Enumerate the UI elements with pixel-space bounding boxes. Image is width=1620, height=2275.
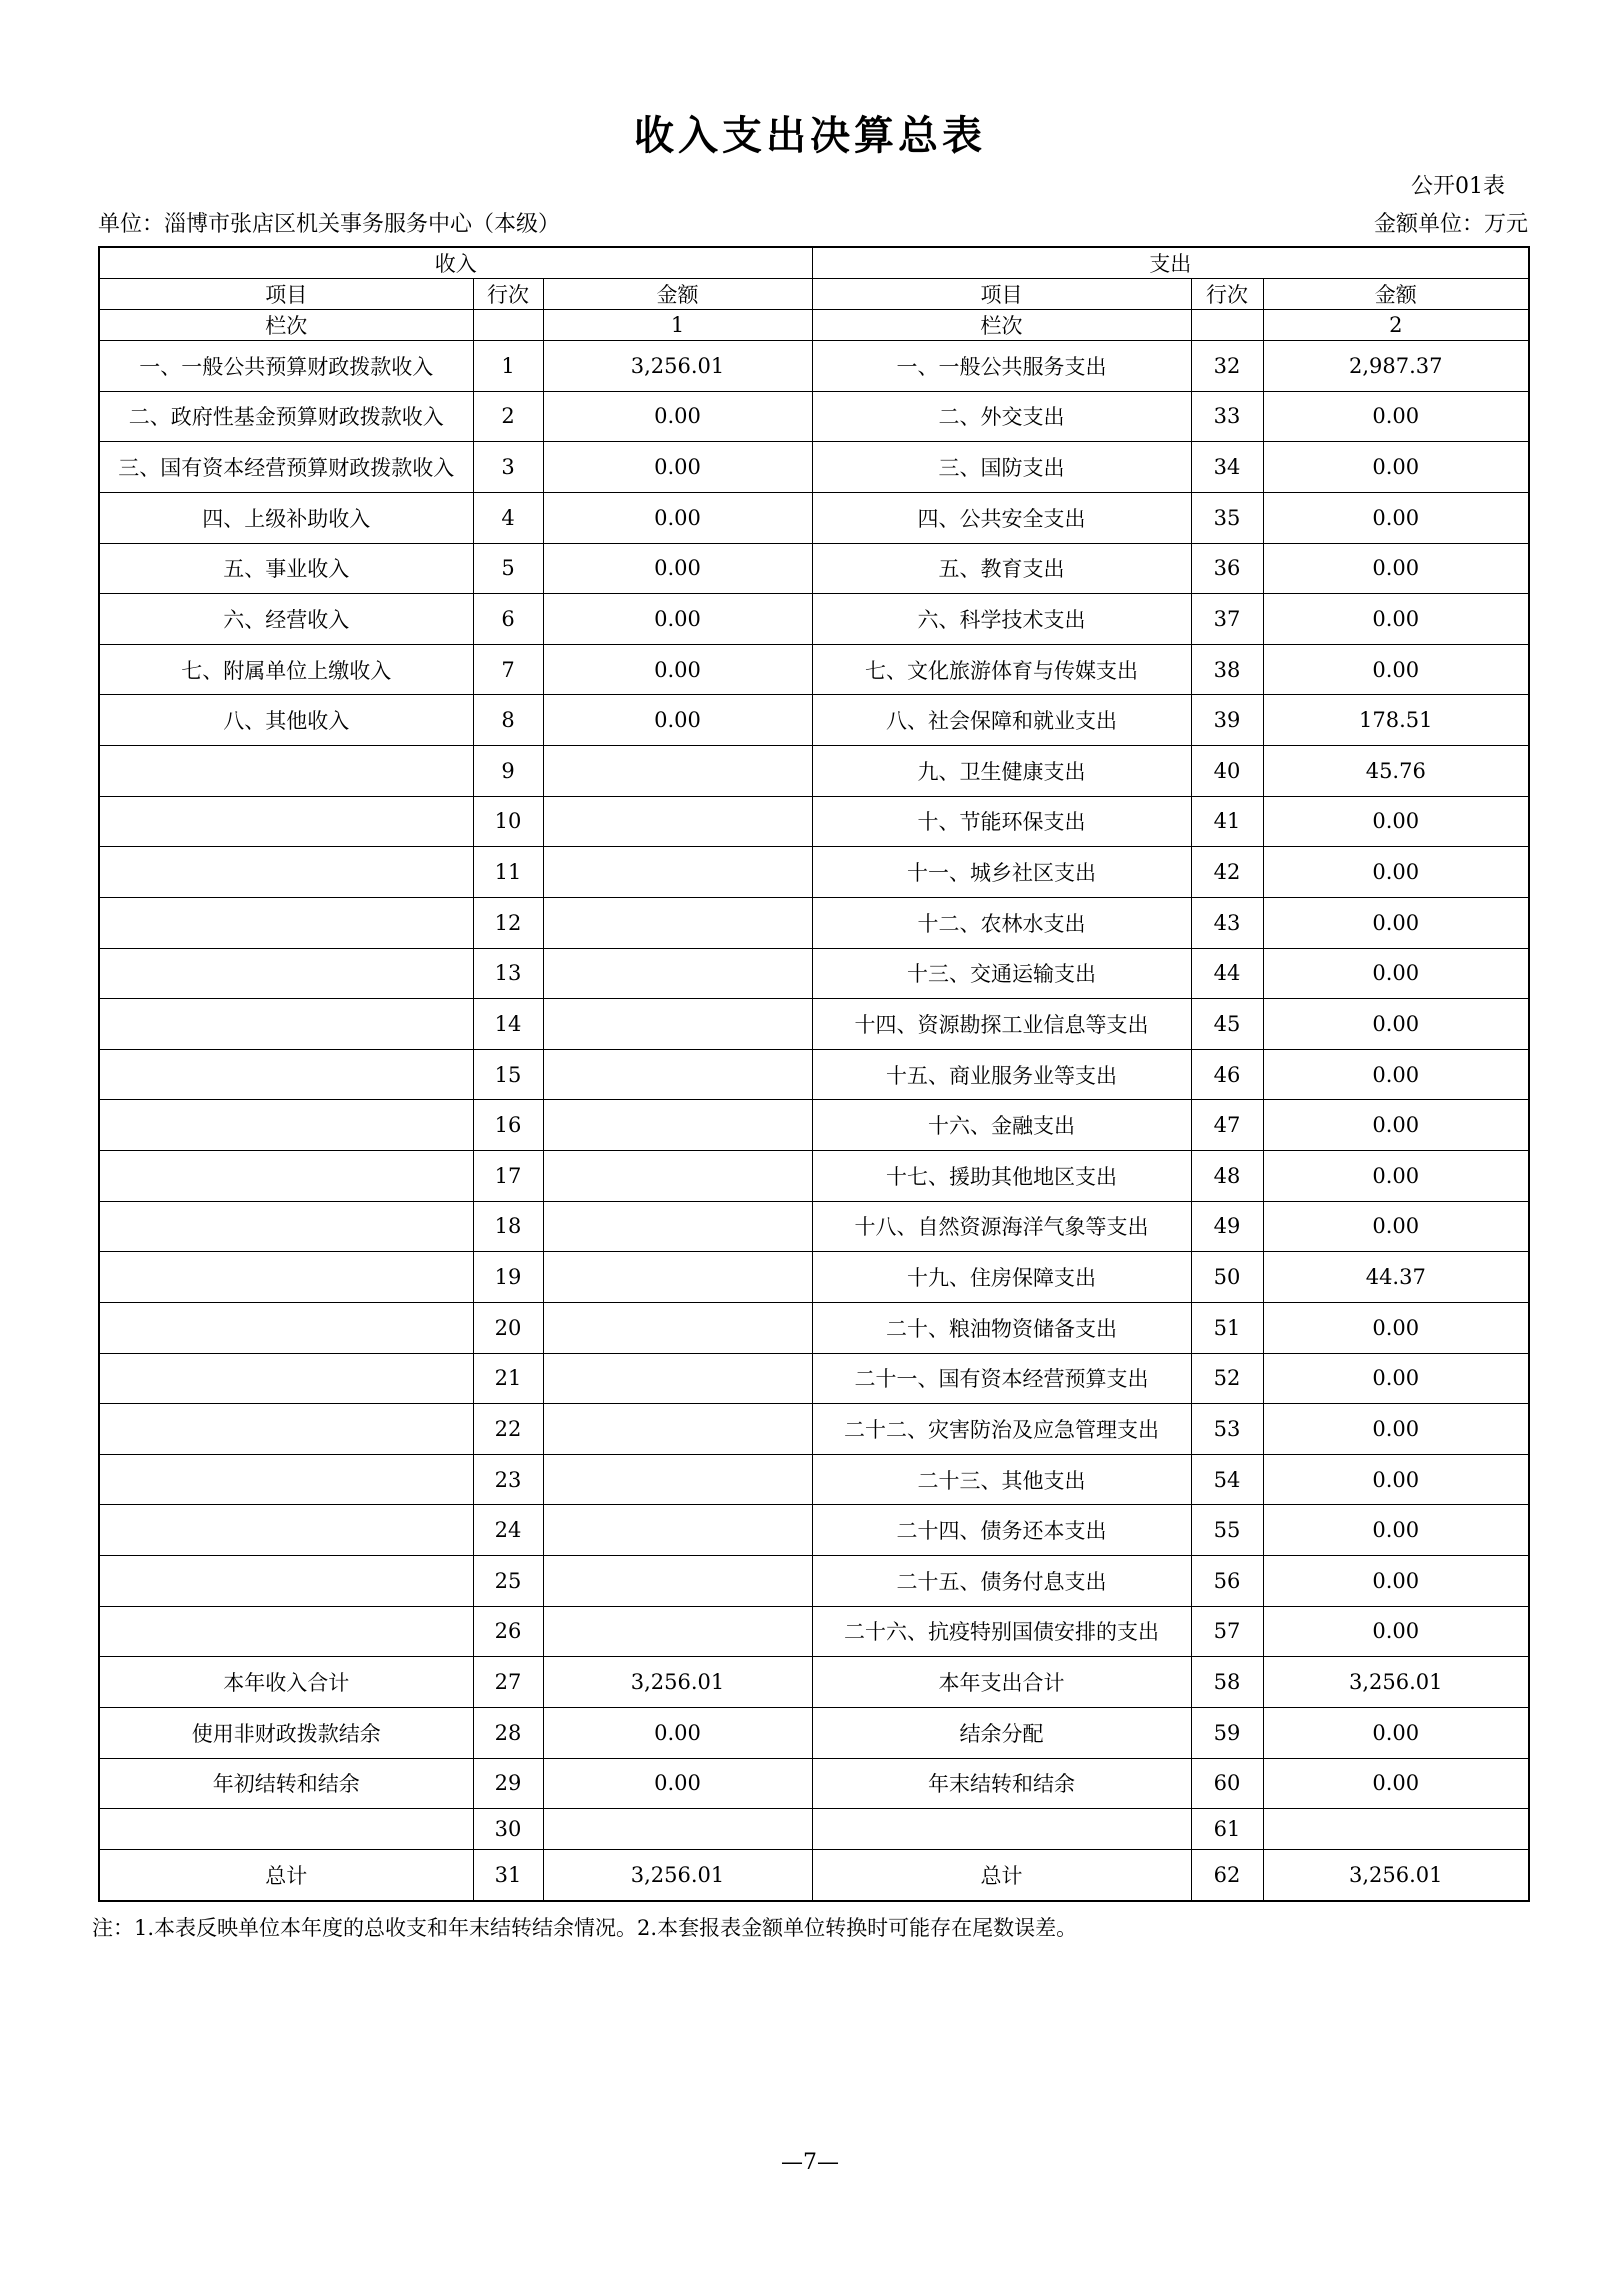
- expense-item-header: 项目: [812, 279, 1191, 310]
- unit-label: 单位：淄博市张店区机关事务服务中心（本级）: [98, 212, 561, 237]
- expense-item-cell: 三、国防支出: [812, 442, 1191, 493]
- income-amount-cell: [543, 1201, 812, 1252]
- income-item-cell: [99, 1100, 473, 1151]
- income-item-cell: 总计: [99, 1849, 473, 1901]
- expense-rowno-cell: 57: [1191, 1606, 1263, 1657]
- income-rowno-cell: 4: [473, 492, 543, 543]
- table-row: [99, 1556, 1529, 1607]
- expense-rowno-cell: 54: [1191, 1454, 1263, 1505]
- income-rowno-cell: 2: [473, 391, 543, 442]
- expense-amount-cell: 0.00: [1263, 1454, 1529, 1505]
- income-amount-cell: [543, 948, 812, 999]
- table-row: [99, 594, 1529, 645]
- table-row: [99, 1707, 1529, 1758]
- expense-amount-cell: 0.00: [1263, 1100, 1529, 1151]
- expense-item-cell: 十二、农林水支出: [812, 897, 1191, 948]
- expense-item-cell: 二十三、其他支出: [812, 1454, 1191, 1505]
- expense-rowno-cell: 40: [1191, 746, 1263, 797]
- income-rowno-cell: 18: [473, 1201, 543, 1252]
- expense-amount-cell: 0.00: [1263, 594, 1529, 645]
- table-row: [99, 897, 1529, 948]
- income-amount-cell: [543, 1404, 812, 1455]
- income-rowno-cell: 5: [473, 543, 543, 594]
- expense-item-cell: 十四、资源勘探工业信息等支出: [812, 999, 1191, 1050]
- expense-item-cell: 十八、自然资源海洋气象等支出: [812, 1201, 1191, 1252]
- expense-rowno-cell: 41: [1191, 796, 1263, 847]
- income-expense-summary-table: [98, 246, 1530, 1902]
- expense-rowno-cell: 36: [1191, 543, 1263, 594]
- expense-item-cell: 一、一般公共服务支出: [812, 341, 1191, 392]
- expense-rowno-cell: 34: [1191, 442, 1263, 493]
- expense-item-cell: 二、外交支出: [812, 391, 1191, 442]
- expense-lanci-empty: [1191, 310, 1263, 341]
- income-item-cell: 六、经营收入: [99, 594, 473, 645]
- income-amount-cell: [543, 1606, 812, 1657]
- income-rowno-header: 行次: [473, 279, 543, 310]
- income-amount-cell: 0.00: [543, 442, 812, 493]
- income-amount-cell: [543, 1556, 812, 1607]
- table-row: [99, 1404, 1529, 1455]
- income-rowno-cell: 16: [473, 1100, 543, 1151]
- table-row: [99, 1849, 1529, 1901]
- expense-rowno-cell: 35: [1191, 492, 1263, 543]
- income-lanci-empty: [473, 310, 543, 341]
- income-item-cell: [99, 746, 473, 797]
- income-item-cell: [99, 1353, 473, 1404]
- income-rowno-cell: 14: [473, 999, 543, 1050]
- expense-item-cell: 二十一、国有资本经营预算支出: [812, 1353, 1191, 1404]
- expense-rowno-header: 行次: [1191, 279, 1263, 310]
- expense-item-cell: 七、文化旅游体育与传媒支出: [812, 644, 1191, 695]
- expense-item-cell: 十六、金融支出: [812, 1100, 1191, 1151]
- expense-rowno-cell: 33: [1191, 391, 1263, 442]
- income-rowno-cell: 29: [473, 1758, 543, 1809]
- expense-item-cell: 结余分配: [812, 1707, 1191, 1758]
- expense-amount-cell: 0.00: [1263, 847, 1529, 898]
- expense-item-cell: 二十二、灾害防治及应急管理支出: [812, 1404, 1191, 1455]
- income-rowno-cell: 24: [473, 1505, 543, 1556]
- income-amount-cell: 0.00: [543, 543, 812, 594]
- income-item-cell: [99, 1556, 473, 1607]
- income-item-cell: 使用非财政拨款结余: [99, 1707, 473, 1758]
- expense-amount-cell: 0.00: [1263, 1556, 1529, 1607]
- income-rowno-cell: 1: [473, 341, 543, 392]
- income-rowno-cell: 20: [473, 1302, 543, 1353]
- income-rowno-cell: 9: [473, 746, 543, 797]
- expense-item-cell: 二十四、债务还本支出: [812, 1505, 1191, 1556]
- income-rowno-cell: 19: [473, 1252, 543, 1303]
- income-amount-cell: [543, 1353, 812, 1404]
- expense-amount-cell: 0.00: [1263, 1606, 1529, 1657]
- income-rowno-cell: 17: [473, 1151, 543, 1202]
- expense-amount-cell: 0.00: [1263, 897, 1529, 948]
- income-item-cell: [99, 1454, 473, 1505]
- expense-rowno-cell: 38: [1191, 644, 1263, 695]
- income-amount-cell: [543, 1454, 812, 1505]
- income-rowno-cell: 8: [473, 695, 543, 746]
- income-rowno-cell: 28: [473, 1707, 543, 1758]
- expense-rowno-cell: 44: [1191, 948, 1263, 999]
- income-rowno-cell: 6: [473, 594, 543, 645]
- expense-item-cell: 二十六、抗疫特别国债安排的支出: [812, 1606, 1191, 1657]
- table-row: [99, 1454, 1529, 1505]
- income-item-cell: [99, 1302, 473, 1353]
- expense-item-cell: 二十五、债务付息支出: [812, 1556, 1191, 1607]
- expense-item-cell: [812, 1809, 1191, 1850]
- expense-item-cell: 十七、援助其他地区支出: [812, 1151, 1191, 1202]
- income-amount-cell: [543, 999, 812, 1050]
- expense-column-number: 2: [1263, 310, 1529, 341]
- income-amount-cell: [543, 847, 812, 898]
- expense-amount-cell: 0.00: [1263, 1404, 1529, 1455]
- income-amount-header: 金额: [543, 279, 812, 310]
- expense-amount-cell: [1263, 1809, 1529, 1850]
- expense-amount-cell: 0.00: [1263, 1353, 1529, 1404]
- expense-rowno-cell: 55: [1191, 1505, 1263, 1556]
- expense-item-cell: 十三、交通运输支出: [812, 948, 1191, 999]
- table-row: [99, 847, 1529, 898]
- income-item-cell: 二、政府性基金预算财政拨款收入: [99, 391, 473, 442]
- expense-amount-cell: 178.51: [1263, 695, 1529, 746]
- income-section-header: 收入: [99, 247, 812, 279]
- expense-item-cell: 总计: [812, 1849, 1191, 1901]
- income-amount-cell: [543, 1151, 812, 1202]
- expense-rowno-cell: 49: [1191, 1201, 1263, 1252]
- expense-rowno-cell: 52: [1191, 1353, 1263, 1404]
- expense-amount-cell: 0.00: [1263, 1201, 1529, 1252]
- income-item-cell: [99, 897, 473, 948]
- income-rowno-cell: 31: [473, 1849, 543, 1901]
- income-item-cell: [99, 1252, 473, 1303]
- income-item-cell: [99, 1151, 473, 1202]
- income-item-cell: [99, 796, 473, 847]
- expense-amount-cell: 2,987.37: [1263, 341, 1529, 392]
- expense-rowno-cell: 61: [1191, 1809, 1263, 1850]
- income-amount-cell: 0.00: [543, 1707, 812, 1758]
- expense-rowno-cell: 43: [1191, 897, 1263, 948]
- expense-amount-cell: 0.00: [1263, 1302, 1529, 1353]
- expense-amount-header: 金额: [1263, 279, 1529, 310]
- income-item-cell: 本年收入合计: [99, 1657, 473, 1708]
- column-index-row: [99, 310, 1529, 341]
- table-row: [99, 1201, 1529, 1252]
- income-item-cell: [99, 1049, 473, 1100]
- expense-item-cell: 十九、住房保障支出: [812, 1252, 1191, 1303]
- income-item-cell: 三、国有资本经营预算财政拨款收入: [99, 442, 473, 493]
- expense-item-cell: 十、节能环保支出: [812, 796, 1191, 847]
- table-row: [99, 1758, 1529, 1809]
- income-item-cell: [99, 847, 473, 898]
- expense-rowno-cell: 45: [1191, 999, 1263, 1050]
- expense-rowno-cell: 50: [1191, 1252, 1263, 1303]
- table-row: [99, 492, 1529, 543]
- table-row: [99, 543, 1529, 594]
- income-rowno-cell: 15: [473, 1049, 543, 1100]
- expense-item-cell: 十五、商业服务业等支出: [812, 1049, 1191, 1100]
- expense-rowno-cell: 59: [1191, 1707, 1263, 1758]
- income-amount-cell: [543, 1252, 812, 1303]
- income-amount-cell: [543, 796, 812, 847]
- expense-amount-cell: 0.00: [1263, 391, 1529, 442]
- expense-rowno-cell: 48: [1191, 1151, 1263, 1202]
- income-item-cell: 年初结转和结余: [99, 1758, 473, 1809]
- income-item-cell: 五、事业收入: [99, 543, 473, 594]
- expense-item-cell: 年末结转和结余: [812, 1758, 1191, 1809]
- table-row: [99, 1606, 1529, 1657]
- expense-amount-cell: 0.00: [1263, 543, 1529, 594]
- income-item-cell: 七、附属单位上缴收入: [99, 644, 473, 695]
- expense-rowno-cell: 56: [1191, 1556, 1263, 1607]
- expense-amount-cell: 0.00: [1263, 796, 1529, 847]
- income-item-cell: [99, 1404, 473, 1455]
- income-rowno-cell: 7: [473, 644, 543, 695]
- expense-rowno-cell: 42: [1191, 847, 1263, 898]
- amount-unit-label: 金额单位：万元: [1373, 212, 1528, 237]
- income-rowno-cell: 23: [473, 1454, 543, 1505]
- expense-amount-cell: 3,256.01: [1263, 1657, 1529, 1708]
- income-item-cell: [99, 1201, 473, 1252]
- expense-amount-cell: 0.00: [1263, 1505, 1529, 1556]
- expense-item-cell: 六、科学技术支出: [812, 594, 1191, 645]
- income-rowno-cell: 10: [473, 796, 543, 847]
- expense-section-header: 支出: [812, 247, 1529, 279]
- table-row: [99, 1252, 1529, 1303]
- expense-rowno-cell: 47: [1191, 1100, 1263, 1151]
- expense-amount-cell: 0.00: [1263, 442, 1529, 493]
- expense-amount-cell: 0.00: [1263, 1151, 1529, 1202]
- income-item-cell: 四、上级补助收入: [99, 492, 473, 543]
- income-rowno-cell: 3: [473, 442, 543, 493]
- table-row: [99, 1151, 1529, 1202]
- table-row: [99, 1353, 1529, 1404]
- expense-rowno-cell: 46: [1191, 1049, 1263, 1100]
- table-row: [99, 695, 1529, 746]
- income-item-cell: 八、其他收入: [99, 695, 473, 746]
- table-row: [99, 1100, 1529, 1151]
- expense-amount-cell: 0.00: [1263, 492, 1529, 543]
- income-item-cell: [99, 1606, 473, 1657]
- table-row: [99, 796, 1529, 847]
- expense-item-cell: 八、社会保障和就业支出: [812, 695, 1191, 746]
- form-code: 公开01表: [1411, 174, 1505, 199]
- table-row: [99, 391, 1529, 442]
- income-amount-cell: [543, 1505, 812, 1556]
- income-rowno-cell: 21: [473, 1353, 543, 1404]
- expense-amount-cell: 0.00: [1263, 948, 1529, 999]
- table-row: [99, 1505, 1529, 1556]
- income-rowno-cell: 26: [473, 1606, 543, 1657]
- income-rowno-cell: 13: [473, 948, 543, 999]
- table-row: [99, 999, 1529, 1050]
- expense-rowno-cell: 62: [1191, 1849, 1263, 1901]
- expense-amount-cell: 0.00: [1263, 1049, 1529, 1100]
- meta-row: [98, 212, 1528, 238]
- income-amount-cell: [543, 1302, 812, 1353]
- expense-amount-cell: 0.00: [1263, 999, 1529, 1050]
- expense-amount-cell: 45.76: [1263, 746, 1529, 797]
- income-column-number: 1: [543, 310, 812, 341]
- income-item-cell: [99, 999, 473, 1050]
- table-row: [99, 746, 1529, 797]
- income-rowno-cell: 27: [473, 1657, 543, 1708]
- income-rowno-cell: 12: [473, 897, 543, 948]
- expense-item-cell: 二十、粮油物资储备支出: [812, 1302, 1191, 1353]
- income-rowno-cell: 30: [473, 1809, 543, 1850]
- table-row: [99, 1302, 1529, 1353]
- income-amount-cell: 0.00: [543, 492, 812, 543]
- column-header-row: [99, 279, 1529, 310]
- expense-amount-cell: 3,256.01: [1263, 1849, 1529, 1901]
- income-item-cell: [99, 948, 473, 999]
- income-amount-cell: [543, 1100, 812, 1151]
- income-amount-cell: 0.00: [543, 391, 812, 442]
- income-amount-cell: 3,256.01: [543, 1849, 812, 1901]
- table-row: [99, 948, 1529, 999]
- expense-amount-cell: 0.00: [1263, 644, 1529, 695]
- income-item-cell: [99, 1809, 473, 1850]
- expense-rowno-cell: 32: [1191, 341, 1263, 392]
- expense-lanci-label: 栏次: [812, 310, 1191, 341]
- income-rowno-cell: 25: [473, 1556, 543, 1607]
- expense-item-cell: 九、卫生健康支出: [812, 746, 1191, 797]
- expense-rowno-cell: 39: [1191, 695, 1263, 746]
- expense-rowno-cell: 37: [1191, 594, 1263, 645]
- expense-item-cell: 本年支出合计: [812, 1657, 1191, 1708]
- income-amount-cell: 3,256.01: [543, 341, 812, 392]
- income-item-header: 项目: [99, 279, 473, 310]
- section-header-row: [99, 247, 1529, 279]
- income-rowno-cell: 11: [473, 847, 543, 898]
- income-amount-cell: [543, 897, 812, 948]
- income-item-cell: [99, 1505, 473, 1556]
- income-amount-cell: 3,256.01: [543, 1657, 812, 1708]
- table-row: [99, 341, 1529, 392]
- table-body: [99, 341, 1529, 1902]
- expense-item-cell: 十一、城乡社区支出: [812, 847, 1191, 898]
- table-row: [99, 1049, 1529, 1100]
- footnote: 注：1.本表反映单位本年度的总收支和年末结转结余情况。2.本套报表金额单位转换时可能存在尾数误差。: [92, 1916, 1078, 1940]
- income-amount-cell: 0.00: [543, 695, 812, 746]
- income-amount-cell: [543, 1049, 812, 1100]
- expense-rowno-cell: 58: [1191, 1657, 1263, 1708]
- page-number: —7—: [781, 2150, 839, 2175]
- income-amount-cell: [543, 1809, 812, 1850]
- table-row: [99, 1809, 1529, 1850]
- income-rowno-cell: 22: [473, 1404, 543, 1455]
- expense-rowno-cell: 53: [1191, 1404, 1263, 1455]
- expense-amount-cell: 44.37: [1263, 1252, 1529, 1303]
- expense-rowno-cell: 60: [1191, 1758, 1263, 1809]
- page-title: 收入支出决算总表: [634, 113, 986, 159]
- income-amount-cell: 0.00: [543, 594, 812, 645]
- income-amount-cell: [543, 746, 812, 797]
- income-lanci-label: 栏次: [99, 310, 473, 341]
- expense-item-cell: 五、教育支出: [812, 543, 1191, 594]
- expense-amount-cell: 0.00: [1263, 1707, 1529, 1758]
- income-item-cell: 一、一般公共预算财政拨款收入: [99, 341, 473, 392]
- table-row: [99, 442, 1529, 493]
- expense-rowno-cell: 51: [1191, 1302, 1263, 1353]
- expense-amount-cell: 0.00: [1263, 1758, 1529, 1809]
- expense-item-cell: 四、公共安全支出: [812, 492, 1191, 543]
- table-row: [99, 1657, 1529, 1708]
- income-amount-cell: 0.00: [543, 644, 812, 695]
- income-amount-cell: 0.00: [543, 1758, 812, 1809]
- table-row: [99, 644, 1529, 695]
